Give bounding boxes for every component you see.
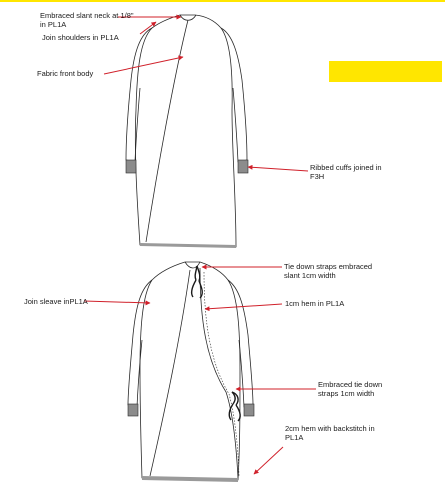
callout-2cm-hem: 2cm hem with backstitch in PL1A: [285, 424, 375, 442]
back-gown-cuffs: [128, 404, 254, 416]
callout-1cm-hem: 1cm hem in PL1A: [285, 299, 345, 308]
back-gown-panel-left-edge: [150, 270, 190, 476]
arrow-ribbed-cuffs: [248, 167, 308, 171]
front-gown-wrap-panel: [146, 20, 188, 242]
callout-join-sleave: Join sleave inPL1A: [24, 297, 88, 306]
arrow-2cm-hem: [254, 447, 283, 474]
back-right-cuff: [244, 404, 254, 416]
front-gown: [126, 15, 247, 247]
back-left-cuff: [128, 404, 138, 416]
front-gown-cuffs: [126, 160, 248, 173]
arrow-join-shoulders: [140, 22, 156, 34]
callout-slant-neck: Embraced slant neck at 1/8" in PL1A: [40, 11, 134, 29]
back-gown-topstitch: [204, 272, 239, 476]
back-gown: [128, 262, 253, 480]
back-gown-body-outline: [140, 262, 240, 480]
callout-embraced-tie-down: Embraced tie down straps 1cm width: [318, 380, 383, 398]
callout-fabric-front-body: Fabric front body: [37, 69, 94, 78]
arrow-join-sleave: [84, 301, 150, 303]
callout-tie-down-straps: Tie down straps embraced slant 1cm width: [284, 262, 373, 280]
callout-join-shoulders: Join shoulders in PL1A: [42, 33, 119, 42]
front-gown-right-sleeve: [221, 28, 247, 162]
front-gown-left-sleeve: [126, 28, 152, 162]
front-gown-neckline: [180, 15, 196, 20]
callout-ribbed-cuffs: Ribbed cuffs joined in F3H: [310, 163, 382, 181]
waist-tie-strap: [229, 392, 240, 421]
front-left-cuff: [126, 160, 136, 173]
front-right-cuff: [238, 160, 248, 173]
front-gown-hem: [140, 243, 236, 248]
arrow-front-body: [104, 57, 183, 74]
back-gown-right-sleeve: [228, 280, 253, 407]
back-gown-hem: [142, 476, 238, 482]
